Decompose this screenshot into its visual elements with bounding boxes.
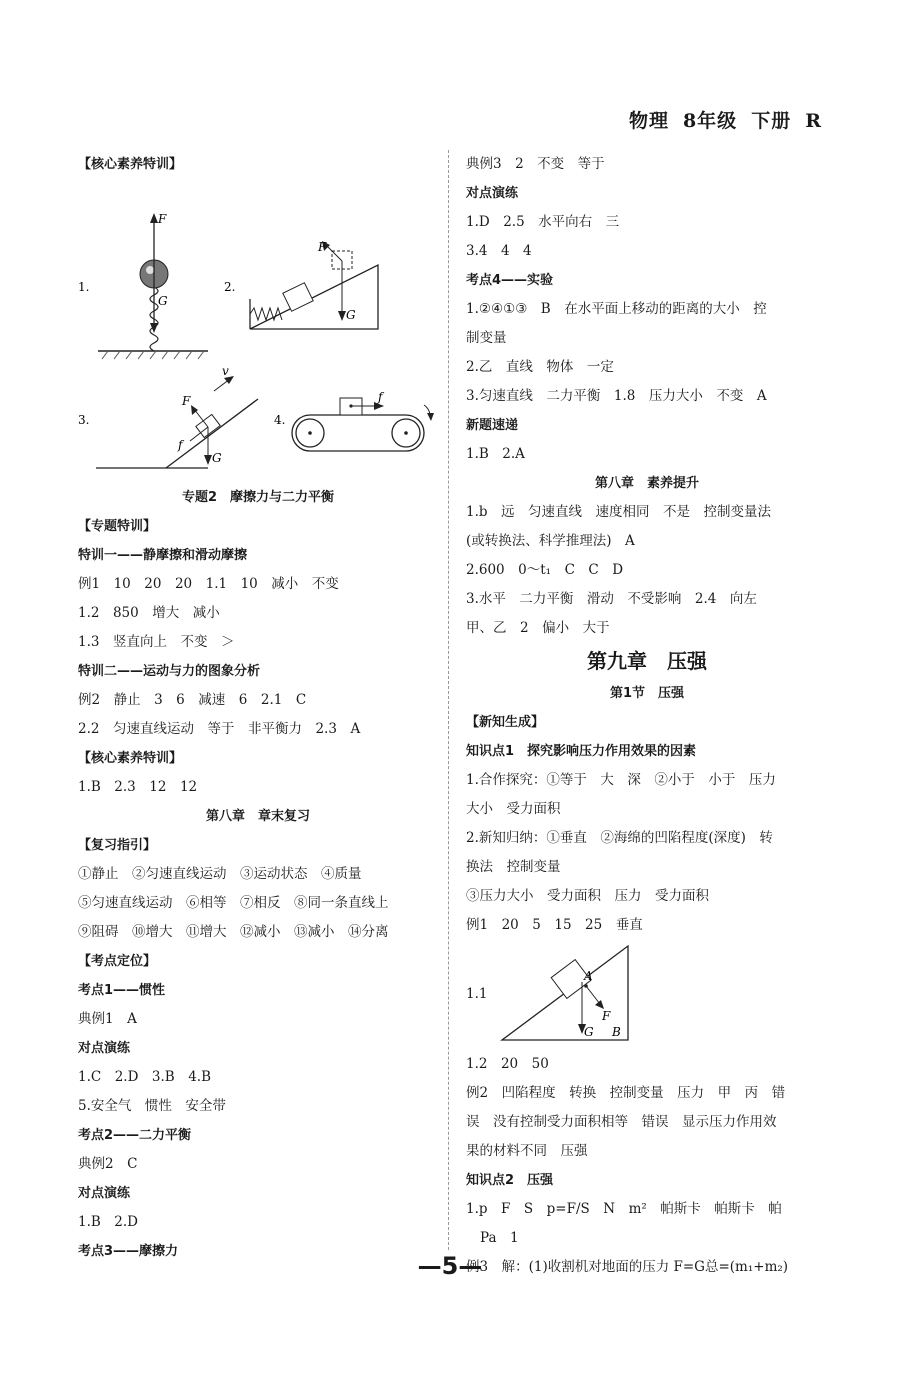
fig2-number: 2. [224,280,236,294]
fig3-v-label: v [222,364,229,378]
topic-title: 专题2 摩擦力与二力平衡 [181,490,335,505]
sub-heading: 对点演练 [78,1186,131,1201]
answer-line: 1.p F S p=F/S N m² 帕斯卡 帕斯卡 帕 [466,1201,782,1217]
force-diagrams [78,179,438,479]
answer-line: 2.600 0～t₁ C C D [466,562,624,578]
section-heading: 【新知生成】 [466,715,545,730]
fig1-number: 1. [78,280,90,294]
sub-heading: 知识点1 探究影响压力作用效果的因素 [466,744,697,759]
fig4-f-label: f [378,390,383,404]
sub-heading: 对点演练 [466,186,519,201]
answer-line: ⑤匀速直线运动 ⑥相等 ⑦相反 ⑧同一条直线上 [78,895,389,911]
incline-figure [466,940,828,1050]
sub-heading: 考点4——实验 [466,273,554,288]
sub-heading: 对点演练 [78,1041,131,1056]
answer-line: 2.2 匀速直线运动 等于 非平衡力 2.3 A [78,721,361,737]
answer-line: 1.D 2.5 水平向右 三 [466,214,620,230]
answer-line: 例1 20 5 15 25 垂直 [466,917,643,933]
page-header [615,106,822,133]
answer-line: ⑨阻碍 ⑩增大 ⑪增大 ⑫减小 ⑬减小 ⑭分离 [78,924,389,940]
sub-heading: 考点1——惯性 [78,983,166,998]
answer-line: 1.B 2.D [78,1214,139,1230]
answer-line: 换法 控制变量 [466,859,561,875]
fig-F-label: F [602,1009,611,1023]
fig2-F-label: F [318,240,327,254]
answer-line: 1.B 2.3 12 12 [78,779,198,795]
subject: 物理 [628,110,669,132]
answer-line: 3.水平 二力平衡 滑动 不受影响 2.4 向左 [466,591,757,607]
page-number: —5— [417,1252,483,1280]
section-heading: 【核心素养特训】 [78,157,183,172]
section-title: 第1节 压强 [609,686,685,701]
fig-A-label: A [584,969,593,983]
answer-line: 5.安全气 惯性 安全带 [78,1098,226,1114]
answer-line: 果的材料不同 压强 [466,1143,588,1159]
fig2-G-label: G [346,308,356,322]
sub-heading: 特训二——运动与力的图象分析 [78,664,261,679]
answer-line: ③压力大小 受力面积 压力 受力面积 [466,888,709,904]
answer-line: 例2 凹陷程度 转换 控制变量 压力 甲 丙 错 [466,1085,786,1101]
answer-number: 1.1 [466,986,488,1002]
fig1-G-label: G [158,294,168,308]
fig3-G-label: G [212,451,222,465]
answer-line: 大小 受力面积 [466,801,561,817]
fig4-number: 4. [274,413,286,427]
answer-line: 1.b 远 匀速直线 速度相同 不是 控制变量法 [466,504,772,520]
answer-line: 制变量 [466,330,507,346]
answer-line: ①静止 ②匀速直线运动 ③运动状态 ④质量 [78,866,362,882]
sub-heading: 新题速递 [466,418,519,433]
answer-line: (或转换法、科学推理法) A [466,533,635,549]
answer-line: 1.②④①③ B 在水平面上移动的距离的大小 控 [466,301,767,317]
sub-heading: 考点3——摩擦力 [78,1244,179,1259]
incline-svg [500,942,640,1046]
grade: 8年级 [682,110,738,132]
fig1-F-label: F [158,212,167,226]
fig-B-label: B [612,1025,621,1039]
edition: R [805,110,822,132]
answer-line: 误 没有控制受力面积相等 错误 显示压力作用效 [466,1114,777,1130]
answer-line: 1.3 竖直向上 不变 ＞ [78,634,235,650]
answer-line: 甲、乙 2 偏小 大于 [466,620,610,636]
section-heading: 【核心素养特训】 [78,751,183,766]
column-divider [448,150,449,1250]
answer-line: 典例2 C [78,1156,138,1172]
answer-line: Pa 1 [480,1230,519,1246]
left-column [78,150,438,1266]
answer-line: 例3 解：(1)收割机对地面的压力 F=G总=(m₁+m₂) [466,1259,789,1275]
answer-line: 2.乙 直线 物体 一定 [466,359,614,375]
answer-line: 3.4 4 4 [466,243,532,259]
volume: 下册 [751,110,792,132]
chapter-review-title: 第八章 章末复习 [205,809,310,824]
answer-line: 1.2 850 增大 减小 [78,605,220,621]
sub-heading: 考点2——二力平衡 [78,1128,192,1143]
fig3-f-label: f [178,438,183,452]
sub-heading: 知识点2 压强 [466,1173,554,1188]
answer-line: 典例1 A [78,1011,137,1027]
answer-line: 典例3 2 不变 等于 [466,156,605,172]
section-heading: 【考点定位】 [78,954,157,969]
right-column [466,150,828,1282]
answer-line: 1.2 20 50 [466,1056,549,1072]
answer-line: 例1 10 20 20 1.1 10 减小 不变 [78,576,339,592]
answer-line: 1.合作探究：①等于 大 深 ②小于 小于 压力 [466,772,776,788]
fig-G-label: G [584,1025,594,1039]
force-diagram-svg [78,179,438,479]
answer-line: 1.B 2.A [466,446,525,462]
sub-heading: 特训一——静摩擦和滑动摩擦 [78,548,248,563]
fig3-F-label: F [182,394,191,408]
answer-line: 1.C 2.D 3.B 4.B [78,1069,212,1085]
answer-line: 2.新知归纳：①垂直 ②海绵的凹陷程度(深度) 转 [466,830,773,846]
section-heading: 【复习指引】 [78,838,157,853]
answer-line: 例2 静止 3 6 减速 6 2.1 C [78,692,307,708]
section-heading: 【专题特训】 [78,519,157,534]
chapter-title: 第九章 压强 [587,649,707,673]
chapter-upgrade-title: 第八章 素养提升 [594,476,699,491]
answer-line: 3.匀速直线 二力平衡 1.8 压力大小 不变 A [466,388,767,404]
fig3-number: 3. [78,413,90,427]
